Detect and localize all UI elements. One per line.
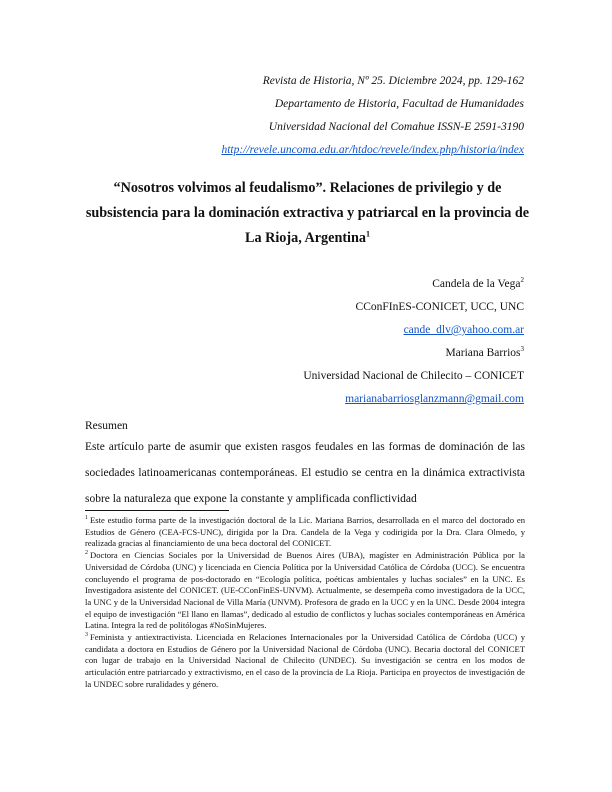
title-footnote-mark[interactable]: 1 [366,229,370,239]
footnote-divider [85,510,229,511]
article-title [80,176,535,251]
author-email-link-2[interactable]: marianabarriosglanzmann@gmail.com [345,393,524,405]
author-name-1: Candela de la Vega$^2$ [432,276,524,290]
footnote-3: $^3$ Feminista y antiextractivista. Licenciada en Relaciones Internacionales por la Universidad Católica de Córdoba (UCC) y candidata a doctora en Estudios de Género por la Universidad Nacional de Córdoba (UNC). Becaria doctoral del CONICET con lugar de trabajo en la Universidad Nacional de Chilecito (UNDEC). Su investigación se centra en los modos de articulación entre patriarcado y extractivismo, en el caso de la provincia de La Rioja. Participa en proyectos de investigación de la UNDEC sobre ruralidades y género. [85,632,525,689]
abstract-heading: Resumen [85,420,128,432]
title-line-2: subsistencia para la dominación extractiva y patriarcal en la provincia de [85,205,530,221]
abstract-text: Este artículo parte de asumir que existen rasgos feudales en las formas de dominación de las sociedades latinoamericanas contemporáneas. El estudio se centra en la dinámica extractivista sobre la naturaleza que expone la constante y amplificada conflictividad [85,441,525,505]
department-name: Departamento de Historia, Facultad de Humanidades [274,98,524,110]
author-affiliation-2: Universidad Nacional de Chilecito – CONICET [303,370,524,382]
footnotes [85,515,525,691]
journal-header [221,70,524,162]
footnote-1: $^1$ Este estudio forma parte de la investigación doctoral de la Lic. Mariana Barrios, desarrollada en el marco del doctorado en Estudios de Género (CEA-FCS-UNC), dirigida por la Dra. Candela de la Vega y codirigida por la Dra. Clara Olmedo, y realizada gracias al financiamiento de una beca doctoral del CONICET. [85,515,525,549]
university-issn: Universidad Nacional del Comahue ISSN-E 2591-3190 [268,121,524,133]
author-2-footnote-mark[interactable]: 3 [520,345,524,354]
journal-citation: Revista de Historia, Nº 25. Diciembre 2024, pp. 129-162 [262,75,524,87]
author-name-2: Mariana Barrios$^3$ [445,345,524,359]
title-line-3: La Rioja, Argentina$^1$ [245,229,370,246]
title-line-1: “Nosotros volvimos al feudalismo”. Relaciones de privilegio y de [113,180,502,196]
footnote-1-mark: 1 [85,515,88,522]
author-block [303,273,524,411]
footnote-2: $^2$ Doctora en Ciencias Sociales por la Universidad de Buenos Aires (UBA), magíster en Administración Pública por la Universidad de Córdoba (UNC) y licenciada en Ciencia Política por la Universidad Católica de Córdoba (UCC). Se encuentra concluyendo el programa de pos-doctorado en “Ecología política, poéticas ambientales y luchas sociales” en la UNC. Es Investigadora asistente del CONICET. (UE-CConFinES-UNVM). Actualmente, se desempeña como investigadora de la UCC, la UNC y de la Universidad Nacional de Villa María (UNVM). Profesora de grado en la UCC y en la UNC. Desde 2004 integra el equipo de investigación “El llano en llamas”, dedicado al estudio de conflictos y luchas sociales contemporáneas en América Latina. Integra la red de politólogas #NoSinMujeres. [85,550,525,631]
author-email-link-1[interactable]: cande_dlv@yahoo.com.ar [403,324,524,336]
author-1-footnote-mark[interactable]: 2 [520,276,524,285]
footnote-3-mark: 3 [85,632,88,639]
footnote-2-mark: 2 [85,550,88,557]
author-affiliation-1: CConFInES-CONICET, UCC, UNC [355,301,524,313]
journal-url-link[interactable]: http://revele.uncoma.edu.ar/htdoc/revele/index.php/historia/index [221,144,524,156]
